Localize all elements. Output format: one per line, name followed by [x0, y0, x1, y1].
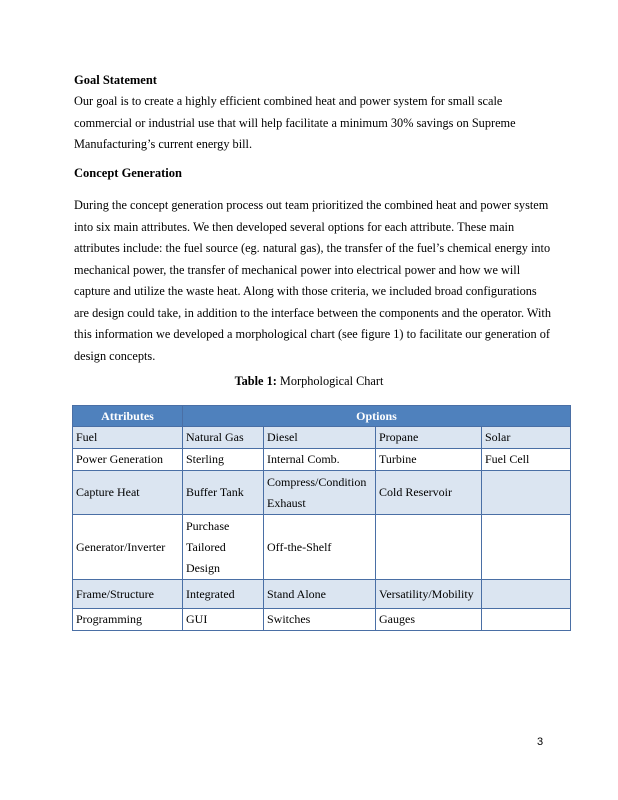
morphological-chart-table: [72, 405, 571, 631]
option-cell: Cold Reservoir: [376, 471, 482, 515]
paragraph-line: During the concept generation process out team prioritized the combined heat and power system: [74, 198, 549, 212]
option-cell: Switches: [264, 609, 376, 631]
option-cell: Buffer Tank: [183, 471, 264, 515]
option-cell: Versatility/Mobility: [376, 580, 482, 609]
attribute-cell: Programming: [73, 609, 183, 631]
table-row: [73, 515, 571, 580]
paragraph-line: commercial or industrial use that will help facilitate a minimum 30% savings on Supreme: [74, 115, 516, 130]
option-cell: Stand Alone: [264, 580, 376, 609]
option-cell: Off-the-Shelf: [264, 515, 376, 580]
header-attributes: Attributes: [73, 406, 183, 427]
paragraph-line: capture and utilize the waste heat. Along with those criteria, we included broad configurations: [74, 284, 537, 298]
option-cell: Fuel Cell: [482, 449, 571, 471]
paragraph-line: mechanical power, the transfer of mechanical power into electrical power and how we will: [74, 262, 521, 277]
paragraph-line: Our goal is to create a highly efficient combined heat and power system for small scale: [74, 94, 503, 108]
paragraph-line: Manufacturing’s current energy bill.: [74, 137, 253, 151]
option-cell: [482, 515, 571, 580]
table-caption-text: Morphological Chart: [279, 374, 384, 388]
table-row: [73, 449, 571, 471]
option-cell: [482, 471, 571, 515]
table-caption-label: Table 1:: [234, 374, 277, 388]
table-row: [73, 427, 571, 449]
paragraph-line: into six main attributes. We then developed several options for each attribute. These main: [74, 219, 515, 234]
option-cell: Integrated: [183, 580, 264, 609]
option-cell: [376, 515, 482, 580]
attribute-cell: Capture Heat: [73, 471, 183, 515]
page-number: 3: [537, 736, 544, 748]
option-cell: Turbine: [376, 449, 482, 471]
attribute-cell: Fuel: [73, 427, 183, 449]
attribute-cell: Generator/Inverter: [73, 515, 183, 580]
table-row: [73, 471, 571, 515]
paragraph-line: design concepts.: [74, 348, 156, 363]
attribute-cell: Power Generation: [73, 449, 183, 471]
option-cell: GUI: [183, 609, 264, 631]
table-row: [73, 580, 571, 609]
option-cell: [482, 580, 571, 609]
concept-generation-paragraph: [74, 195, 552, 367]
header-options: Options: [183, 406, 571, 427]
attribute-cell: Frame/Structure: [73, 580, 183, 609]
option-cell: Solar: [482, 427, 571, 449]
option-cell: Gauges: [376, 609, 482, 631]
paragraph-line: attributes include: the fuel source (eg. natural gas), the transfer of the fuel’s chemical energy into: [74, 241, 551, 255]
table-row: [73, 609, 571, 631]
goal-statement-heading: Goal Statement: [74, 73, 157, 87]
option-cell: Diesel: [264, 427, 376, 449]
concept-generation-heading: Concept Generation: [74, 166, 182, 180]
option-cell: Internal Comb.: [264, 449, 376, 471]
option-cell: Purchase Tailored Design: [183, 515, 264, 580]
paragraph-line: this information we developed a morphological chart (see figure 1) to facilitate our generation of: [74, 327, 550, 341]
goal-statement-paragraph: [74, 91, 552, 156]
option-cell: Sterling: [183, 449, 264, 471]
option-cell: [482, 609, 571, 631]
table-caption: [0, 374, 618, 389]
option-cell: Propane: [376, 427, 482, 449]
paragraph-line: are design could take, in addition to the interface between the components and the operator. With: [74, 305, 551, 320]
option-cell: Natural Gas: [183, 427, 264, 449]
option-cell: Compress/Condition Exhaust: [264, 471, 376, 515]
